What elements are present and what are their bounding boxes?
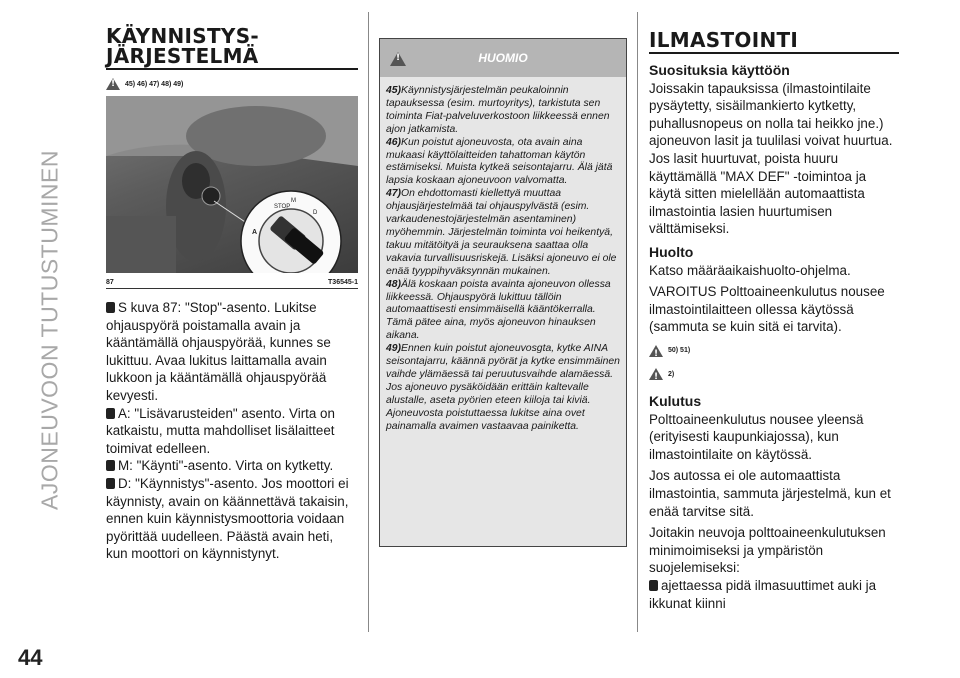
notice-item: 48)Älä koskaan poista avainta ajoneuvon ollessa liikkeessä. Ohjauspyörä lukittuu tällöin automaattisesti ensimmäisellä kääntökerralla. Tämä pätee aina, myös ajoneuvon hinauksen aikana.: [386, 278, 611, 342]
title-rule: [106, 68, 358, 70]
page-number: 44: [18, 645, 43, 670]
paragraph: Polttoaineenkulutus nousee yleensä (erityisesti kaupunkiajossa), kun ilmastointilaite on käytössä.: [649, 411, 864, 462]
column-ignition: [106, 26, 358, 563]
bullet-icon: [106, 302, 115, 313]
notice-title: HUOMIO: [478, 51, 528, 65]
subsection-title: Kulutus: [649, 393, 702, 410]
warning-refs: ! 50) 51): [649, 342, 899, 360]
subsection-title: Suosituksia käyttöön: [649, 62, 790, 78]
label-acc: A: [252, 229, 258, 236]
section-title: KÄYNNISTYS- JÄRJESTELMÄ: [106, 24, 259, 68]
paragraph: Jos autossa ei ole automaattista ilmastointia, sammuta järjestelmä, kun et enää tarvitse sitä.: [649, 468, 891, 519]
aircon-text: [649, 62, 899, 612]
bullet-icon: [106, 478, 115, 489]
title-rule: [649, 52, 899, 54]
paragraph: M: "Käynti"-asento. Virta on kytketty.: [106, 457, 358, 475]
column-notice: [379, 38, 625, 547]
bullet-icon: [649, 580, 658, 591]
caption-rule: [106, 288, 358, 289]
ignition-illustration: [106, 96, 358, 273]
paragraph: S kuva 87: "Stop"-asento. Lukitse ohjauspyörä poistamalla avain ja kääntämällä ohjauspyörää, kunnes se lukittuu. Avaa lukitus laittamalla avain lukkoon ja kääntämällä ohjauspyörää kevyesti.: [106, 300, 331, 403]
notice-item: 49)Ennen kuin poistut ajoneuvosgta, kytke AINA seisontajarru, käännä pyörät ja kytke ensimmäinen vaihde ylämäessä tai peruutusvaihde alamäessä. Jos ajoneuvo pysäköidään erittäin kaltevalle alustalle, aseta pyörien eteen kiiloja tai kiviä. Ajoneuvosta poistuttaessa lukitse aina ovet painamalla avaimen vastaavaa painiketta.: [386, 343, 620, 432]
subsection-title: Huolto: [649, 243, 694, 260]
ignition-figure: [106, 96, 358, 273]
notice-item: 45)Käynnistysjärjestelmän peukaloinnin tapauksessa (esim. murtoyritys), tarkistuta sen toiminta Fiat-palveluverkostoon liikkeessä ennen ajon jatkamista.: [386, 85, 610, 135]
notice-body: [380, 77, 626, 433]
bullet-icon: [106, 408, 115, 419]
paragraph: D: "Käynnistys"-asento. Jos moottori ei käynnisty, avain on käännettävä takaisin, ennen kuin käynnistysmoottoria voidaan pyörittää uudelleen. Päästä avain heti, kun moottori on käynnistynyt.: [106, 475, 349, 562]
notice-box: [379, 38, 627, 547]
column-divider: [368, 12, 369, 632]
paragraph: Katso määräaikaishuolto-ohjelma.: [649, 262, 851, 278]
caution-icon: [649, 368, 663, 380]
column-divider: [637, 12, 638, 632]
label-mar: M: [291, 198, 296, 204]
section-title: ILMASTOINTI: [649, 28, 799, 52]
paragraph: Joitakin neuvoja polttoaineenkulutuksen minimoimiseksi ja ympäristön suojelemiseksi:: [649, 525, 886, 576]
label-stop: STOP: [274, 204, 291, 210]
paragraph: VAROITUS Polttoaineenkulutus nousee ilmastointilaitteen ollessa käytössä (sammuta se kuin sitä ei tarvita).: [649, 284, 885, 335]
column-aircon: [649, 30, 899, 612]
paragraph: A: "Lisävarusteiden" asento. Virta on katkaistu, mutta mahdolliset lisälaitteet toimivat edelleen.: [106, 405, 335, 456]
chapter-title: AJONEUVOON TUTUSTUMINEN: [36, 150, 63, 510]
warning-icon: [106, 78, 120, 90]
paragraph: ajettaessa pidä ilmasuuttimet auki ja ikkunat kiinni: [649, 578, 877, 611]
notice-header: [380, 39, 626, 77]
warning-icon: [649, 345, 663, 357]
bullet-icon: [106, 460, 115, 471]
notice-item: 46)Kun poistut ajoneuvosta, ota avain aina mukaasi käyttölaitteiden tahattoman käytön estämiseksi. Muista kytkeä seisontajarru. Älä jätä lapsia koskaan ajoneuvoon valvomatta.: [386, 136, 613, 187]
paragraph: Joissakin tapauksissa (ilmastointilaite pysäytetty, sisäilmankierto kytketty, puhallusnopeus on nolla tai heikko jne.) ajoneuvon lasit ja tuulilasi voivat huurtua. Jos lasit huurtuvat, poista huuru käyttämällä "MAX DEF" -toimintoa ja käytä sitten mielellään automaattista ilmastointia lasien huurtumisen välttämiseksi.: [649, 80, 893, 237]
warning-refs: ! 45) 46) 47) 48) 49): [106, 78, 358, 90]
warning-icon: [390, 52, 406, 66]
ignition-text: [106, 299, 358, 563]
caution-refs: ! 2): [649, 366, 899, 384]
figure-caption: 87 T36545-1: [106, 279, 358, 286]
notice-item: 47)On ehdottomasti kiellettyä muuttaa ohjausjärjestelmää tai ohjauspylvästä (esim. varkaudenestojärjestelmän asentaminen) myöhemmin. Järjestelmän toiminta voi heikentyä, takuu mitätöityä ja seurauksena saattaa olla vakavia turvallisuusriskejä. Lisäksi ajoneuvo ei ole enää tyyppihyväksynnän mukainen.: [386, 188, 617, 277]
label-avv: D: [313, 210, 318, 216]
